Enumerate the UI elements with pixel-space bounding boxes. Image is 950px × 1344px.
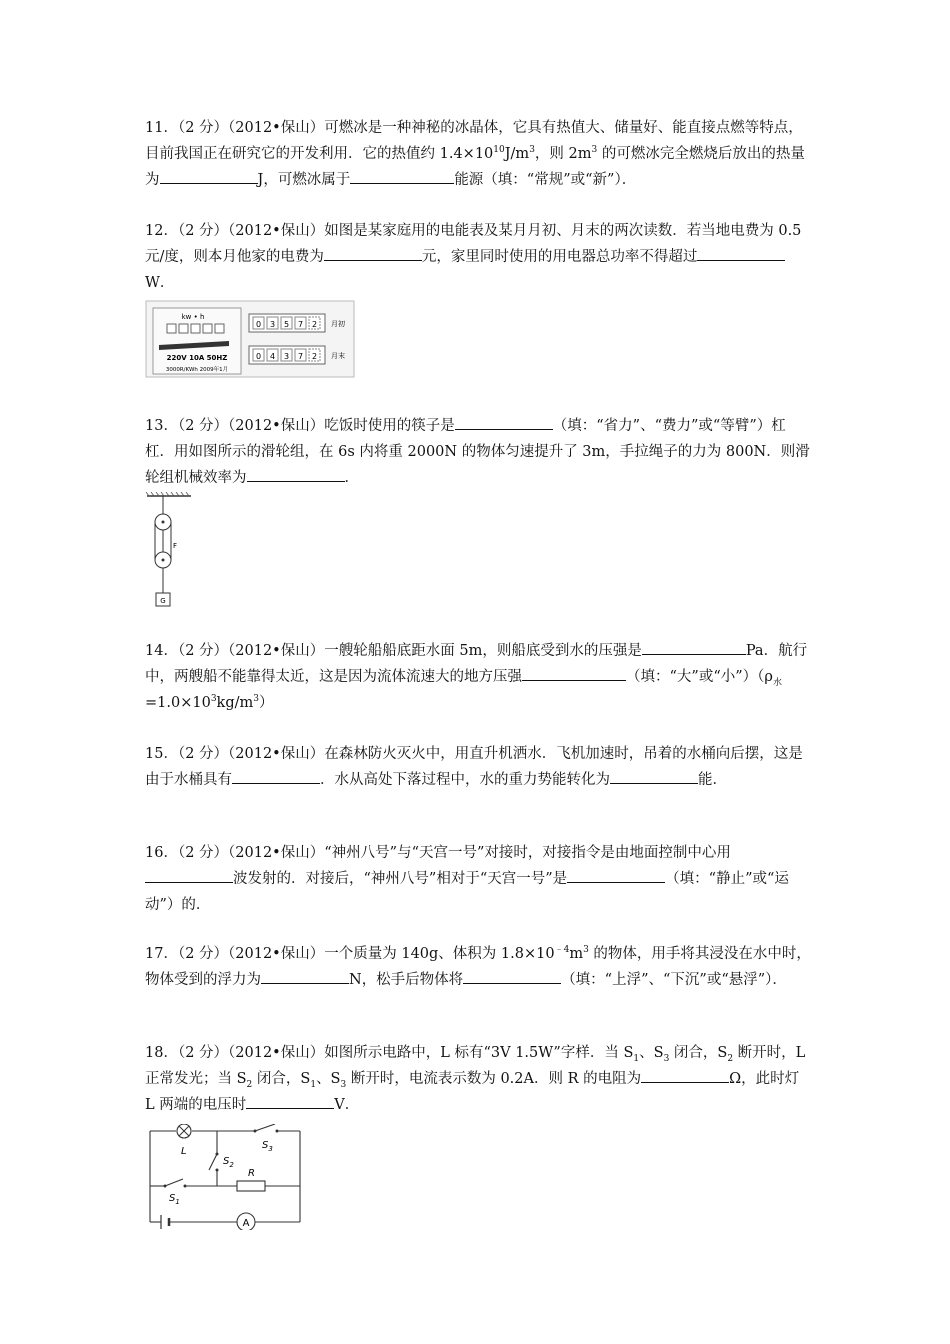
answer-blank[interactable] <box>455 415 553 430</box>
answer-blank[interactable] <box>567 868 665 883</box>
svg-text:A: A <box>242 1218 250 1229</box>
svg-text:3: 3 <box>283 352 290 361</box>
switch-s3 <box>254 1124 279 1133</box>
q17-text: 17．（2 分）（2012•保山）一个质量为 140g、体积为 1.8×10 <box>145 946 555 962</box>
q16-text: 16．（2 分）（2012•保山）“神州八号”与“天宫一号”对接时，对接指令是由地面控制中心用 <box>145 845 731 861</box>
svg-text:5: 5 <box>283 320 290 329</box>
q18-text: 18．（2 分）（2012•保山）如图所示电路中，L 标有“3V 1.5W”字样．当 S <box>145 1045 634 1061</box>
answer-blank[interactable] <box>697 246 785 261</box>
circuit-figure <box>145 1124 305 1230</box>
answer-blank[interactable] <box>232 769 320 784</box>
svg-text:7: 7 <box>297 352 304 361</box>
question-14: 14．（2 分）（2012•保山）一艘轮船船底距水面 5m，则船底受到水的压强是 Pa．航行中，两艘船不能靠得太近，这是因为流体流速大的地方压强 （填：“大”或“小$”)(\rho_水=1.0\times 10^3kg/m^3)$ <box>145 638 813 716</box>
ammeter-icon <box>237 1213 255 1230</box>
q15-text: 15．（2 分）（2012•保山）在森林防火灭火中，用直升机洒水．飞机加速时，吊着的水桶向后摆，这是由于水桶具有 <box>145 746 803 788</box>
question-15: 15．（2 分）（2012•保山）在森林防火灭火中，用直升机洒水．飞机加速时，吊着的水桶向后摆，这是由于水桶具有 ．水从高处下落过程中，水的重力势能转化为 能． <box>145 746 803 788</box>
answer-blank[interactable] <box>324 246 422 261</box>
q14-text: 14．（2 分）（2012•保山）一艘轮船船底距水面 5m，则船底受到水的压强是 <box>145 643 642 659</box>
answer-blank[interactable] <box>160 169 258 184</box>
energy-meter-figure <box>145 300 355 378</box>
lamp-icon <box>177 1124 191 1138</box>
svg-text:S3: $S_3$ <box>262 1140 273 1153</box>
meter-unit: kw • h <box>181 313 205 321</box>
svg-text:2: 2 <box>311 320 318 329</box>
answer-blank[interactable] <box>641 1068 729 1083</box>
svg-text:R: R <box>248 1168 255 1179</box>
pulley-figure <box>145 492 195 610</box>
switch-s1 <box>164 1179 187 1188</box>
answer-blank[interactable] <box>463 969 561 984</box>
meter-spec-1: 220V 10A 50HZ <box>166 354 228 362</box>
question-12: 12．（2 分）（2012•保山）如图是某家庭用的电能表及某月月初、月末的两次读数．若当地电费为 0.5 元/度，则本月他家的电费为 元，家里同时使用的用电器总功率不得超过W． <box>145 223 802 291</box>
q11-text: 11．（2 分）（2012•保山）可燃冰是一种神秘的冰晶体，它具有热值大、储量好、能直接点燃等特点，目前我国正在研究它的开发利用．它的热值约 1.4×10 <box>145 120 803 162</box>
switch-s2 <box>209 1153 219 1172</box>
question-11: 11．（2 分）（2012•保山）可燃冰是一种神秘的冰晶体，它具有热值大、储量好、能直接点燃等特点，目前我国正在研究它的开发利用．它的热值约 $1.4\times 10^{10}J/m^3$，则 $2m^3$ 的可燃冰完全燃烧后放出的热量为 J，可燃冰属于 能源（填：“常规”或“新”）． <box>145 120 805 188</box>
svg-text:G: G <box>160 597 166 605</box>
svg-text:S2: $S_2$ <box>223 1156 234 1169</box>
meter-spec-2: 3000R/KWh 2009年1月 <box>165 367 229 373</box>
svg-text:3: 3 <box>269 320 276 329</box>
question-16: 16．（2 分）（2012•保山）“神州八号”与“天宫一号”对接时，对接指令是由地面控制中心用波发射的．对接后，“神州八号”相对于“天宫一号”是 （填：“静止”或“运动”）的． <box>145 845 789 913</box>
answer-blank[interactable] <box>246 1094 334 1109</box>
question-13: 13．（2 分）（2012•保山）吃饭时使用的筷子是 （填：“省力”、“费力”或“等臂”）杠杠．用如图所示的滑轮组，在 6s 内将重 2000N 的物体匀速提升了 3m，手拉绳子的力为 800N．则滑轮组机械效率为 ． <box>145 413 813 491</box>
svg-text:L: L <box>181 1146 187 1157</box>
svg-text:月初: 月初 <box>331 320 345 328</box>
answer-blank[interactable] <box>642 640 746 655</box>
svg-text:0: 0 <box>255 352 262 361</box>
svg-text:0: 0 <box>255 320 262 329</box>
answer-blank[interactable] <box>610 769 698 784</box>
battery-icon <box>161 1215 169 1229</box>
q12-text: 12．（2 分）（2012•保山）如图是某家庭用的电能表及某月月初、月末的两次读数．若当地电费为 0.5 元/度，则本月他家的电费为 <box>145 223 802 265</box>
resistor-icon <box>237 1181 265 1191</box>
svg-text:7: 7 <box>297 320 304 329</box>
answer-blank[interactable] <box>522 666 626 681</box>
svg-text:月末: 月末 <box>331 352 345 360</box>
answer-blank[interactable] <box>145 868 233 883</box>
svg-text:4: 4 <box>269 352 276 361</box>
question-17: 17．（2 分）（2012•保山）一个质量为 140g、体积为 $1.8\times 10^{﹣4}m^3$ 的物体，用手将其浸没在水中时，物体受到的浮力为 N，松手后物体将 （填：“上浮”、“下沉”或“悬浮”）． <box>145 945 811 988</box>
q13-text: 13．（2 分）（2012•保山）吃饭时使用的筷子是 <box>145 418 455 434</box>
svg-text:S1: $S_1$ <box>169 1193 180 1206</box>
question-18: 18．（2 分）（2012•保山）如图所示电路中，L 标有“3V 1.5W”字样．当 $S_1$、$S_3$ 闭合，$S_2$ 断开时，L 正常发光；当 $S_2$ 闭合，$S_1$、$S_3$ 断开时，电流表示数为 0.2A．则 R 的电阻为 Ω，此时灯 L 两端的电压时 V． <box>145 1045 806 1113</box>
answer-blank[interactable] <box>261 969 349 984</box>
answer-blank[interactable] <box>247 467 345 482</box>
svg-text:2: 2 <box>311 352 318 361</box>
answer-blank[interactable] <box>350 169 454 184</box>
svg-text:F: F <box>173 542 178 550</box>
